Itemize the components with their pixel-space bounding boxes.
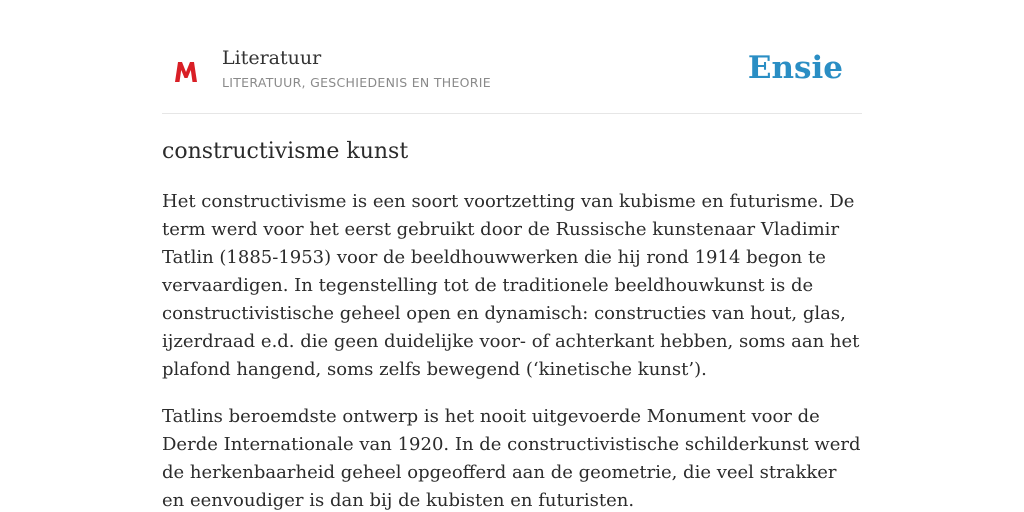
book-header [162,40,862,114]
book-title[interactable]: Literatuur [222,47,322,69]
book-m-icon[interactable] [172,57,200,85]
article-paragraph: Tatlins beroemdste ontwerp is het nooit uitgevoerde Monument voor de Derde Internationale van 1920. In de constructivistische schilderkunst werd de herkenbaarheid geheel opgeofferd aan de geometrie, die veel strakker en eenvoudiger is dan bij de kubisten en futuristen. [162,406,861,511]
ensie-logo[interactable]: Ensie [747,50,843,86]
article-paragraph: Het constructivisme is een soort voortzetting van kubisme en futurisme. De term werd voor het eerst gebruikt door de Russische kunstenaar Vladimir Tatlin (1885-1953) voor de beeldhouwwerken die hij rond 1914 begon te vervaardigen. In tegenstelling tot de traditionele beeldhouwkunst is de constructivistische geheel open en dynamisch: constructies van hout, glas, ijzerdraad e.d. die geen duidelijke voor- of achterkant hebben, soms aan het plafond hangend, soms zelfs bewegend (‘kinetische kunst’). [162,191,860,380]
article-title: constructivisme kunst [162,139,409,164]
article [162,137,864,512]
book-subtitle: LITERATUUR, GESCHIEDENIS EN THEORIE [222,75,491,90]
